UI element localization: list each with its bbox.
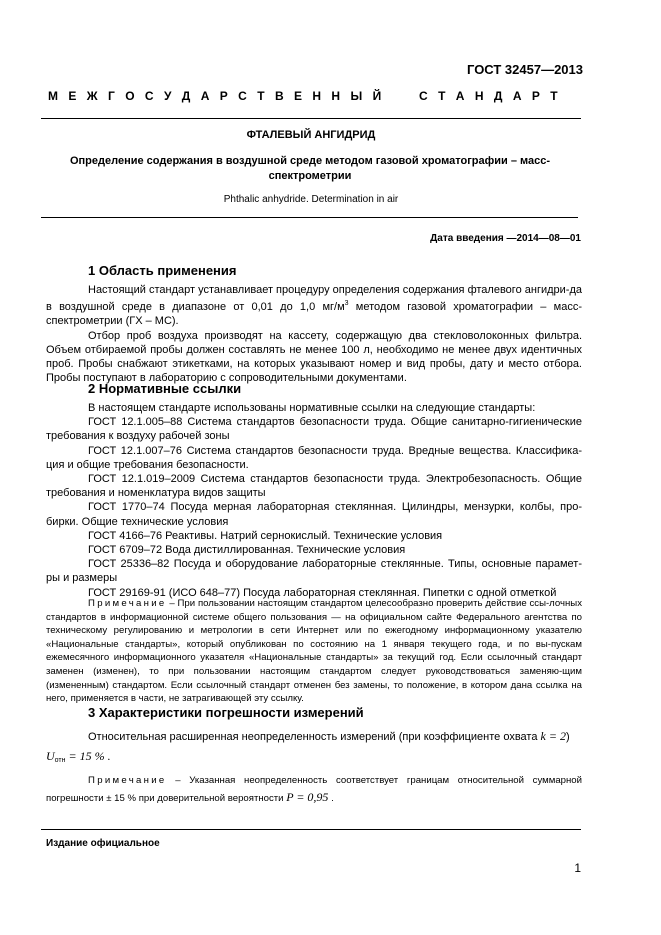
official-edition-label: Издание официальное [46, 838, 160, 849]
uncertainty-formula [46, 749, 582, 768]
reference-item: ГОСТ 6709–72 Вода дистиллированная. Технические условия [88, 544, 406, 557]
banner-letter: Р [531, 89, 540, 103]
u-symbol: U [46, 749, 55, 764]
banner-letter: А [512, 89, 522, 103]
banner-letter: Т [550, 89, 558, 103]
banner-letter: А [455, 89, 465, 103]
banner-letter: Е [68, 89, 77, 103]
section-1-p1-text: Настоящий стандарт устанавливает процедуру определения содержания фталевого ангидри-да в воздушной среде в диапазоне от 0,01 до 1,0 мг/м [46, 284, 582, 314]
banner-letter: С [419, 89, 428, 103]
reference-item: В настоящем стандарте использованы нормативные ссылки на следующие стандарты: [88, 402, 536, 414]
banner-letter: Н [312, 89, 322, 103]
u-subscript: отн [54, 757, 66, 765]
section-1-body [46, 283, 582, 385]
banner-letter: Н [331, 89, 341, 103]
banner-letter: Т [257, 89, 265, 103]
reference-item: ГОСТ 12.1.005–88 Система стандартов безопасности труда. Общие санитарно-гигиенические требования к воздуху рабочей зоны [46, 416, 582, 443]
banner-letter: С [238, 89, 247, 103]
banner-letter: У [163, 89, 172, 103]
banner-letter: Д [493, 89, 503, 103]
banner-letter: М [48, 89, 58, 103]
document-subtitle: Определение содержания в воздушной среде методом газовой хроматографии – масс-спектрометрии [69, 155, 550, 182]
section-1-paragraph-2: Отбор проб воздуха производят на кассету, содержащую два стекловолоконных фильтра. Объем отбираемой пробы должен составлять не менее 100 л, необходимо не менее двух идентичных проб. Пробы снабжают этикетками, на которых указывают номер и вид пробы, дату и место отбора. Пробы поступают в лабораторию с сопроводительными документами. [46, 329, 582, 385]
section-3-paragraph [46, 729, 582, 744]
banner-letter: В [274, 89, 284, 103]
section-2-heading: 2 Нормативные ссылки [88, 381, 242, 396]
reference-item: ГОСТ 29169-91 (ИСО 648–77) Посуда лабораторная стеклянная. Пипетки с одной отметкой [88, 586, 557, 599]
footer-rule [41, 829, 581, 830]
section-3-heading: 3 Характеристики погрешности измерений [88, 705, 364, 720]
confidence-probability: P = 0,95 [286, 790, 329, 804]
section-2-note [46, 597, 582, 706]
page-number: 1 [574, 861, 581, 875]
banner-letter: Й [372, 89, 382, 103]
section-3-text: Относительная расширенная неопределенность измерений (при коэффициенте охвата [88, 731, 541, 743]
banner-letter: О [125, 89, 135, 103]
banner-letter: Т [438, 89, 446, 103]
header-rule [41, 118, 581, 119]
u-value: = 15 % . [65, 749, 111, 764]
banner-letter [405, 89, 408, 103]
note-text: – Указанная неопределенность соответствует границам относительной суммарной погрешности ± 15 % при доверительной вероятности [46, 775, 582, 804]
banner-letter: Ж [86, 89, 98, 103]
reference-item: ГОСТ 25336–82 Посуда и оборудование лабораторные стеклянные. Типы, основные парамет-ры и размеры [46, 558, 582, 585]
document-title: ФТАЛЕВЫЙ АНГИДРИД [246, 129, 376, 141]
section-1-p1-text-end: методом газовой хроматографии – масс-спектрометрии (ГХ – МС). [46, 301, 582, 328]
banner-letter: Д [181, 89, 191, 103]
interstate-standard-banner [48, 89, 558, 103]
banner-letter [392, 89, 395, 103]
note-label: Примечание [88, 598, 167, 609]
section-1-heading: 1 Область применения [88, 263, 237, 278]
section-3-text-end: ) [565, 731, 570, 743]
banner-letter: Е [293, 89, 302, 103]
note-text: – При пользовании настоящим стандартом целесообразно проверить действие ссы-лочных стандартов в информационной системе общего пользования — на официальном сайте Федерального агентства по техническому регулированию и метрологии в сети Интернет или по ежегодному информационному указателю «Национальные стандарты», который опубликован по состоянию на 1 января текущего года, и по вы-пускам ежемесячного информационного указателя «Национальные стандарты» за текущий год. Если ссылочный стандарт заменен (изменен), то при пользовании настоящим стандартом следует руководствоваться заменяю-щим (измененным) стандартом. Если ссылочный стандарт отменен без замены, то положение, в котором дана ссылка на него, применяется в части, не затрагивающей эту ссылку. [46, 598, 582, 705]
english-title: Phthalic anhydride. Determination in air [223, 194, 399, 205]
cubic-superscript: 3 [344, 300, 349, 308]
note-label: Примечание [88, 775, 167, 786]
banner-letter: Н [474, 89, 484, 103]
banner-letter: С [144, 89, 154, 103]
standard-id: ГОСТ 32457—2013 [467, 62, 583, 77]
banner-letter: Г [108, 89, 115, 103]
reference-item: ГОСТ 4166–76 Реактивы. Натрий сернокислый. Технические условия [88, 529, 443, 542]
banner-letter: Ы [350, 89, 363, 103]
section-3-body [46, 729, 582, 768]
note-end: . [328, 793, 334, 804]
introduction-date: Дата введения —2014—08—01 [430, 233, 581, 244]
banner-letter: А [200, 89, 210, 103]
section-1-paragraph-1 [46, 283, 582, 329]
section-3-note [46, 772, 582, 807]
banner-letter: Р [219, 89, 228, 103]
reference-item: ГОСТ 1770–74 Посуда мерная лабораторная стеклянная. Цилиндры, мензурки, колбы, про-бирки. Общие технические условия [46, 501, 582, 528]
title-rule [41, 217, 578, 218]
reference-item: ГОСТ 12.1.019–2009 Система стандартов безопасности труда. Электробезопасность. Общие требования и номенклатура видов защиты [46, 473, 582, 500]
section-2-body [46, 401, 582, 600]
reference-item: ГОСТ 12.1.007–76 Система стандартов безопасности труда. Вредные вещества. Классифика-ция и общие требования безопасности. [46, 444, 582, 471]
coverage-factor: k = 2 [540, 729, 566, 743]
